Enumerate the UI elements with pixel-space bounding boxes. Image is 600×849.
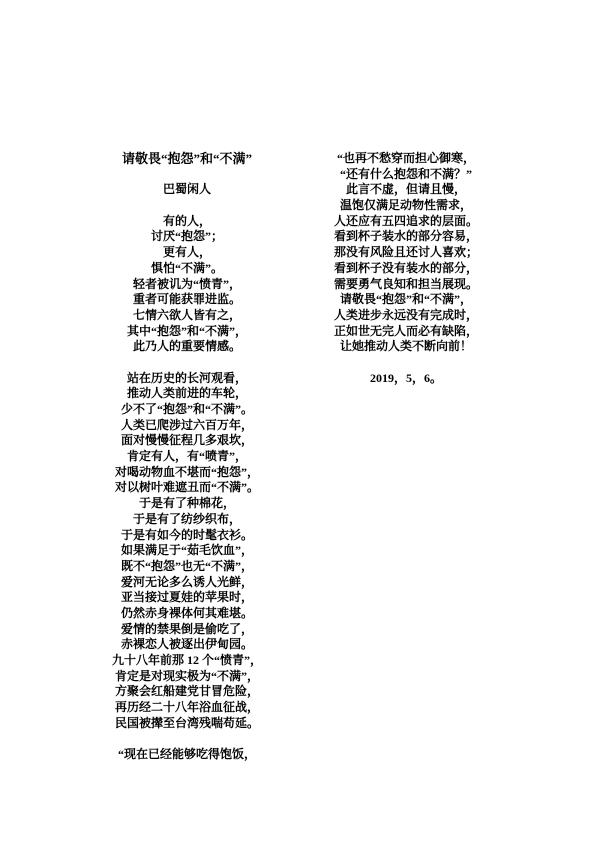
poem-author: 巴蜀闲人 (162, 182, 211, 197)
poem-line: 看到杯子没有装水的部分， (333, 260, 478, 275)
poem-line: 讨厌“抱怨”； (150, 229, 223, 244)
poem-line: 人类已爬涉过六百万年， (120, 417, 253, 432)
poem-line: “也再不愁穿而担心御寒， (336, 151, 475, 165)
poem-line: 再历经二十八年浴血征战， (114, 700, 259, 715)
poem-line: 惧怕“不满”。 (150, 260, 223, 275)
poem-line: 此乃人的重要情感。 (132, 339, 241, 354)
poem-line: 方聚会红船建党甘冒危险， (114, 684, 259, 699)
right-column-body (306, 151, 506, 355)
poem-line: 对喝动物血不堪而“抱怨”， (114, 464, 259, 479)
poem-line: 民国被撵至台湾残喘苟延。 (114, 715, 259, 730)
poem-line: “还有什么抱怨和不满？” (339, 166, 472, 181)
poem-line: 仍然赤身裸体何其难堪。 (120, 605, 253, 620)
left-column (87, 151, 287, 763)
blank-line (87, 167, 287, 183)
poem-line (87, 355, 287, 371)
poem-line: 如果满足于“茹毛饮血”， (120, 543, 253, 558)
poem-line: 少不了“抱怨”和“不满”。 (120, 402, 253, 416)
poem-line: 爱情的禁果倒是偷吃了， (120, 621, 253, 636)
poem-line: 爱河无论多么诱人光鲜， (120, 574, 253, 589)
poem-line: 于是有了纺纱织布， (132, 511, 241, 526)
left-column-body (87, 214, 287, 763)
poem-line: 让她推动人类不断向前！ (339, 339, 472, 354)
poem-line: 赤裸恋人被逐出伊甸园。 (120, 637, 253, 652)
poem-line: 面对慢慢征程几多艰坎， (120, 433, 253, 448)
poem-title: 请敬畏“抱怨”和“不满” (121, 151, 252, 166)
poem-line: 七情六欲人皆有之， (132, 307, 241, 322)
poem-line: 人类进步永远没有完成时， (333, 307, 478, 322)
poem-line (87, 731, 287, 747)
poem-line: 九十八年前那 12 个“愤青”， (111, 653, 262, 667)
poem-line: “现在已经能够吃得饱饭， (117, 747, 256, 762)
blank-line (306, 355, 506, 371)
poem-line: 亚当接过夏娃的苹果时， (120, 590, 253, 605)
poem-line: 既不“抱怨”也无“不满”， (120, 558, 253, 573)
poem-date: 2019，5，6。 (369, 370, 442, 385)
poem-line: 更有人， (162, 245, 211, 260)
poem-line: 推动人类前进的车轮， (126, 386, 247, 401)
poem-line: 重者可能获罪进监。 (132, 292, 241, 307)
poem-line: 人还应有五四追求的层面。 (333, 213, 478, 228)
poem-line: 肯定有人，有“喷青”， (126, 449, 247, 464)
poem-line: 轻者被讥为“愤青”， (132, 276, 241, 291)
poem-line: 于是有了种棉花， (138, 496, 235, 511)
poem-line: 于是有如今的时髦衣衫。 (120, 527, 253, 542)
poem-line: 那没有风险且还讨人喜欢； (333, 245, 478, 260)
poem-line: 站在历史的长河观看， (126, 370, 247, 385)
poem-line: 请敬畏“抱怨”和“不满”， (339, 292, 472, 307)
blank-line (87, 198, 287, 214)
poem-line: 有的人， (162, 213, 211, 228)
poem-line: 需要勇气良知和担当展现。 (333, 276, 478, 291)
poem-line: 正如世无完人而必有缺陷， (333, 323, 478, 338)
poem-line: 其中“抱怨”和“不满”， (126, 323, 247, 338)
poem-line: 温饱仅满足动物性需求， (339, 198, 472, 213)
poem-line: 看到杯子装水的部分容易， (333, 229, 478, 244)
poem-line: 肯定是对现实极为“不满”， (114, 668, 259, 683)
right-column (306, 151, 506, 386)
poem-line: 对以树叶难遮丑而“不满”。 (114, 480, 259, 495)
poem-line: 此言不虚，但请且慢， (345, 182, 466, 197)
